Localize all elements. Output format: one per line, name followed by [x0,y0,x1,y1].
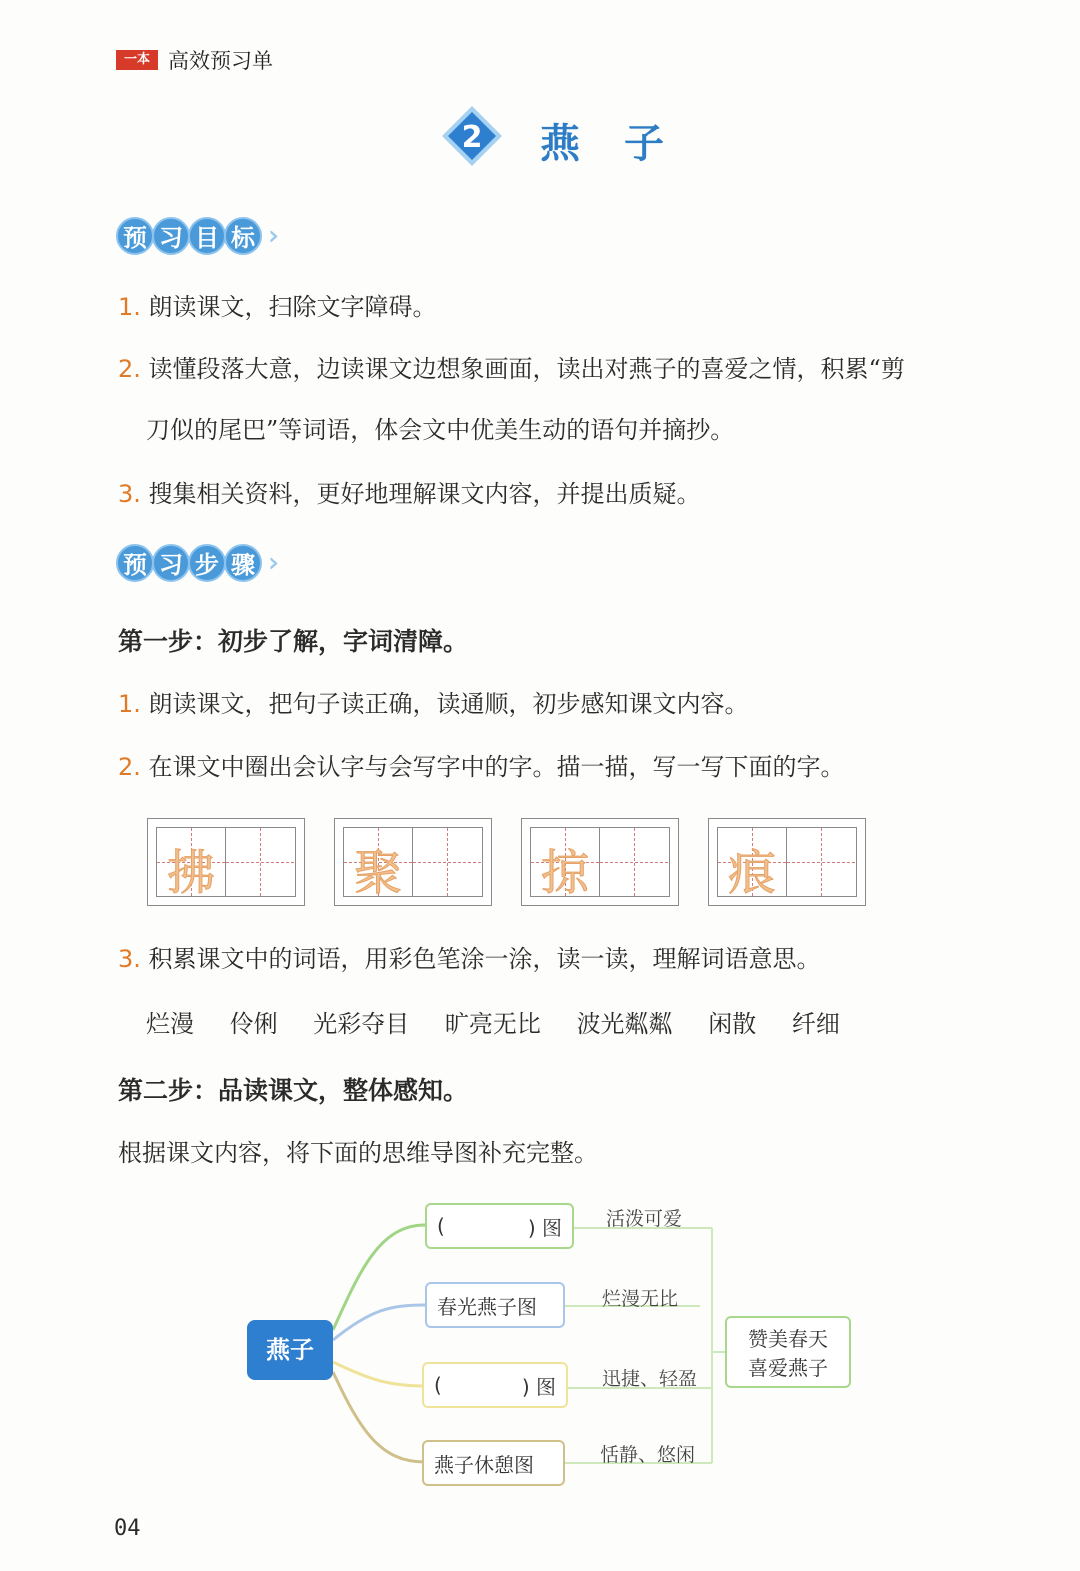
trace-character: 痕 [727,845,776,901]
mindmap-root: 燕子 [247,1320,333,1380]
double-chevron-icon: ››› [268,221,270,251]
mindmap-branch: 燕子休憩图 [422,1440,565,1486]
mindmap-branch-blank-1[interactable]: ( ) 图 [425,1203,574,1249]
mindmap-branch: 春光燕子图 [425,1282,565,1328]
step1-item-3: 3. 积累课文中的词语，用彩色笔涂一涂，读一读，理解词语意思。 [118,945,821,973]
lesson-number: 2 [461,120,483,155]
vocab-word[interactable]: 光彩夺目 [313,1010,410,1038]
mindmap-desc: 活泼可爱 [606,1208,683,1230]
vocab-word[interactable]: 闲散 [708,1010,757,1038]
section-heading-goals: 预 习 目 标 ››› [116,214,269,258]
goal-item-1: 1. 朗读课文，扫除文字障碍。 [118,293,437,321]
step1-item-2: 2. 在课文中圈出会认字与会写字中的字。描一描，写一写下面的字。 [118,753,845,781]
section-heading-steps: 预 习 步 骤 ››› [116,541,269,585]
lesson-title: 燕子 [540,121,708,167]
header-title: 高效预习单 [168,49,273,73]
step2-instruction: 根据课文内容，将下面的思维导图补充完整。 [118,1139,598,1167]
brand-logo: 一本 [116,50,158,70]
mindmap-desc: 迅捷、轻盈 [602,1368,698,1390]
goal-item-2-cont: 刀似的尾巴”等词语，体会文中优美生动的语句并摘抄。 [146,416,735,444]
vocab-word[interactable]: 纤细 [791,1010,840,1038]
double-chevron-icon: ››› [268,548,270,578]
vocab-word[interactable]: 烂漫 [146,1010,194,1038]
mindmap-desc: 恬静、悠闲 [600,1444,696,1466]
mindmap-desc: 烂漫无比 [602,1288,679,1310]
trace-character: 拂 [166,845,215,901]
step2-title: 第二步：品读课文，整体感知。 [118,1076,469,1105]
mindmap-branch-blank-2[interactable]: ( ) 图 [422,1362,568,1408]
vocab-word[interactable]: 旷亮无比 [444,1010,541,1038]
trace-character: 掠 [540,845,589,901]
mindmap-summary: 赞美春天 喜爱燕子 [725,1316,851,1388]
vocab-word[interactable]: 伶俐 [229,1010,278,1038]
trace-character: 聚 [353,845,402,901]
step1-item-1: 1. 朗读课文，把句子读正确，读通顺，初步感知课文内容。 [118,690,749,718]
goal-item-3: 3. 搜集相关资料，更好地理解课文内容，并提出质疑。 [118,480,701,508]
goal-item-2: 2. 读懂段落大意，边读课文边想象画面，读出对燕子的喜爱之情，积累“剪 [118,355,905,383]
step1-title: 第一步：初步了解，字词清障。 [118,627,469,656]
vocab-word[interactable]: 波光粼粼 [576,1010,673,1038]
page-number: 04 [114,1516,141,1541]
